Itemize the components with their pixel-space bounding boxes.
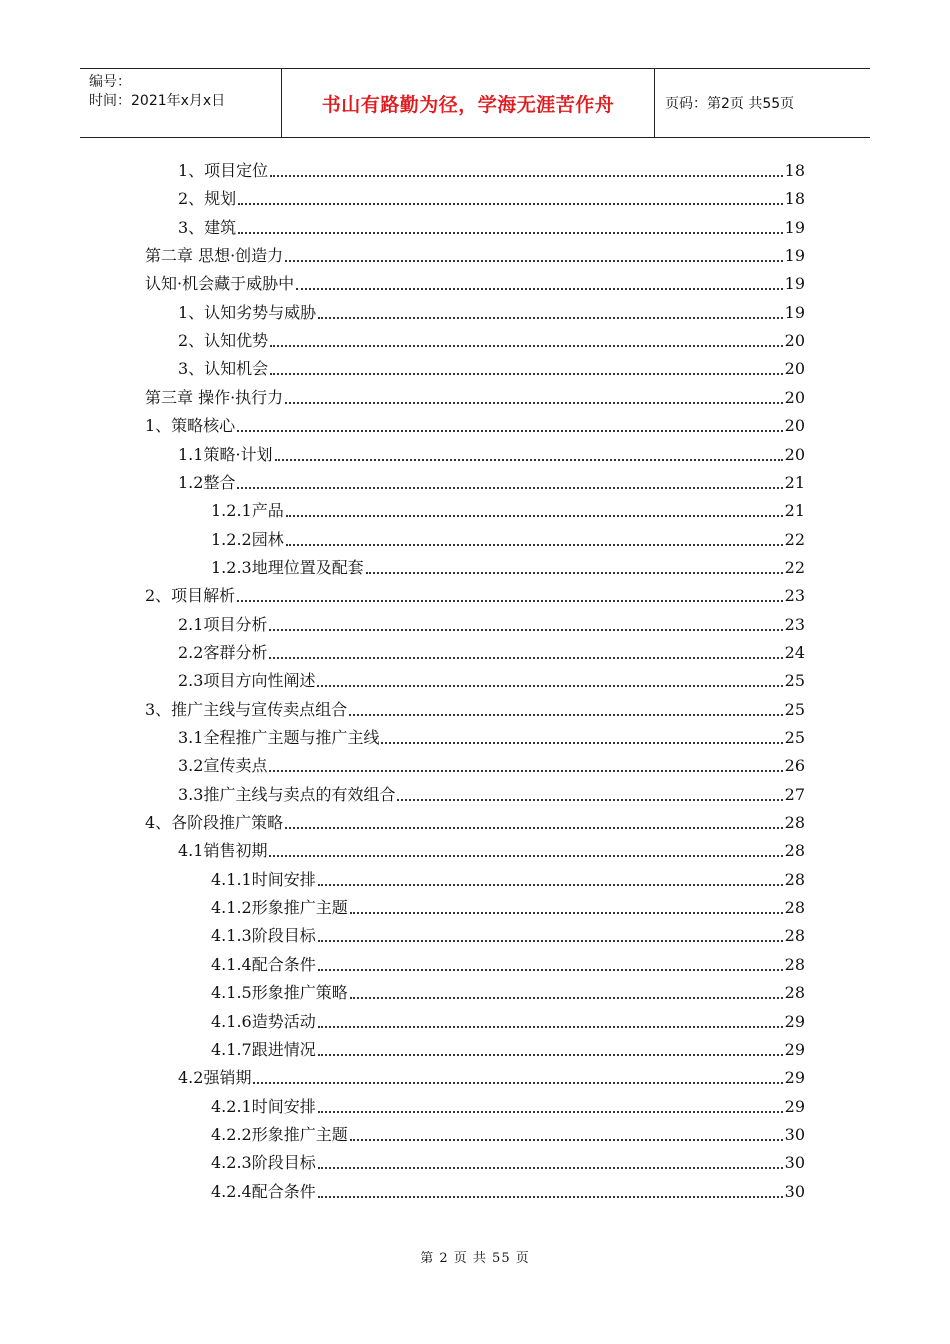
toc-entry[interactable] [178,724,805,748]
toc-entry-title: 3、认知机会 [178,359,269,379]
toc-entry[interactable] [211,1149,805,1173]
toc-leader-dots [318,317,782,319]
toc-entry[interactable] [211,894,805,918]
toc-entry-title: 2、认知优势 [178,331,269,351]
toc-leader-dots [318,969,783,971]
toc-entry-page: 22 [784,557,805,577]
toc-leader-dots [318,1167,783,1169]
toc-entry-title: 4.1.3阶段目标 [211,926,316,946]
number-label: 编号： [89,74,131,90]
toc-leader-dots [366,572,783,574]
toc-leader-dots [350,912,783,914]
toc-entry-page: 28 [784,983,805,1003]
time-label: 时间：2021年x月x日 [89,93,226,109]
toc-entry-title: 4.1.6造势活动 [211,1011,316,1031]
toc-entry[interactable] [178,469,805,493]
header-meta [89,73,225,111]
toc-entry-title: 3.3推广主线与卖点的有效组合 [178,784,396,804]
toc-entry-page: 21 [784,501,805,521]
toc-entry-page: 29 [784,1068,805,1088]
toc-entry-title: 4.1.5形象推广策略 [211,983,348,1003]
toc-leader-dots [318,1054,783,1056]
toc-leader-dots [285,827,782,829]
toc-leader-dots [318,884,783,886]
toc-entry-page: 20 [784,387,805,407]
toc-entry[interactable] [178,639,805,663]
toc-leader-dots [381,742,782,744]
toc-entry-title: 4.2.1时间安排 [211,1096,316,1116]
toc-entry-title: 4.1.2形象推广主题 [211,898,348,918]
toc-entry[interactable] [178,441,805,465]
toc-entry-title: 第三章 操作·执行力 [145,387,284,407]
toc-entry[interactable] [178,781,805,805]
toc-entry-page: 19 [784,246,805,266]
toc-entry-title: 4.1.4配合条件 [211,954,316,974]
toc-entry-title: 4.1.7跟进情况 [211,1039,316,1059]
toc-entry-page: 18 [784,161,805,180]
toc-leader-dots [397,799,782,801]
toc-entry[interactable] [211,554,805,578]
toc-leader-dots [238,203,782,205]
toc-entry[interactable] [145,696,805,720]
toc-leader-dots [317,685,782,687]
toc-leader-dots [285,260,782,262]
toc-leader-dots [253,1082,782,1084]
toc-entry-page: 19 [784,217,805,237]
toc-entry-title: 2、项目解析 [145,586,236,606]
toc-entry-page: 30 [784,1181,805,1201]
toc-entry-page: 28 [784,898,805,918]
toc-entry[interactable] [145,384,805,408]
toc-leader-dots [350,1139,783,1141]
toc-leader-dots [318,1026,783,1028]
toc-entry[interactable] [178,327,805,351]
page-footer: 第 2 页 共 55 页 [420,1251,530,1266]
toc-entry[interactable] [145,270,805,294]
toc-leader-dots [237,487,782,489]
toc-entry[interactable] [178,611,805,635]
toc-entry-title: 4、各阶段推广策略 [145,813,284,833]
toc-entry-page: 29 [784,1039,805,1059]
toc-entry[interactable] [211,526,805,550]
toc-leader-dots [350,997,783,999]
toc-entry[interactable] [211,1178,805,1202]
toc-entry-page: 19 [784,302,805,322]
toc-entry-page: 20 [784,331,805,351]
toc-entry[interactable] [211,951,805,975]
toc-entry-title: 2.3项目方向性阐述 [178,671,316,691]
toc-entry-title: 2.1项目分析 [178,614,268,634]
toc-entry[interactable] [178,299,805,323]
toc-entry[interactable] [211,922,805,946]
toc-entry-page: 30 [784,1124,805,1144]
toc-leader-dots [269,855,782,857]
toc-entry-page: 20 [784,444,805,464]
toc-leader-dots [285,402,782,404]
toc-entry[interactable] [178,667,805,691]
header-page-info: 页码：第2页 共55页 [665,96,795,112]
toc-entry[interactable] [211,497,805,521]
toc-entry[interactable] [178,837,805,861]
toc-entry-title: 4.1.1时间安排 [211,869,316,889]
toc-entry[interactable] [211,1036,805,1060]
toc-entry[interactable] [145,242,805,266]
toc-entry-title: 1、项目定位 [178,161,269,180]
toc-leader-dots [275,459,783,461]
toc-entry-title: 1.2.1产品 [211,501,284,521]
toc-entry-page: 29 [784,1096,805,1116]
toc-leader-dots [318,940,783,942]
toc-entry-page: 21 [784,472,805,492]
toc-entry-page: 24 [784,642,805,662]
toc-leader-dots [270,373,782,375]
toc-entry[interactable] [211,866,805,890]
header-motto: 书山有路勤为径，学海无涯苦作舟 [321,93,615,116]
toc-entry[interactable] [211,979,805,1003]
toc-entry[interactable] [211,1121,805,1145]
toc-entry-page: 29 [784,1011,805,1031]
toc-entry-page: 23 [784,586,805,606]
toc-leader-dots [238,232,782,234]
toc-leader-dots [318,1111,783,1113]
toc-entry-page: 22 [784,529,805,549]
toc-entry[interactable] [178,355,805,379]
toc-entry-page: 19 [784,274,805,294]
toc-entry-title: 3、建筑 [178,217,237,237]
toc-entry[interactable] [145,412,805,436]
toc-entry-title: 3.2宣传卖点 [178,756,268,776]
toc-entry-page: 20 [784,416,805,436]
toc-entry-page: 30 [784,1153,805,1173]
toc-entry-page: 25 [784,728,805,747]
toc-entry-page: 28 [784,869,805,889]
toc-leader-dots [296,288,783,290]
toc-entry[interactable] [178,752,805,776]
toc-entry[interactable] [145,809,805,833]
toc-entry-title: 认知·机会藏于威胁中 [145,274,295,294]
toc-entry-page: 28 [784,954,805,974]
toc-entry[interactable] [178,185,805,209]
toc-leader-dots [286,515,783,517]
toc-entry-page: 20 [784,359,805,379]
toc-entry-title: 1.2整合 [178,472,236,492]
toc-leader-dots [237,430,782,432]
toc-entry[interactable] [178,157,805,181]
toc-entry[interactable] [178,1064,805,1088]
toc-entry-page: 27 [784,784,805,804]
toc-leader-dots [349,714,782,716]
toc-entry-title: 3.1全程推广主题与推广主线 [178,728,380,747]
toc-leader-dots [270,345,782,347]
toc-leader-dots [269,657,782,659]
toc-entry-title: 4.2强销期 [178,1068,252,1088]
toc-leader-dots [237,600,782,602]
toc-entry-title: 1、策略核心 [145,416,236,436]
toc-entry-title: 4.1销售初期 [178,841,268,861]
toc-entry-page: 26 [784,756,805,776]
toc-entry-page: 25 [784,671,805,691]
toc-leader-dots [270,175,782,177]
toc-leader-dots [269,770,782,772]
toc-entry-title: 3、推广主线与宣传卖点组合 [145,699,348,719]
toc-entry[interactable] [211,1093,805,1117]
toc-entry-title: 1.2.2园林 [211,529,284,549]
toc-entry-page: 23 [784,614,805,634]
toc-entry[interactable] [145,582,805,606]
toc-leader-dots [286,544,783,546]
toc-entry-page: 25 [784,699,805,719]
toc-entry-page: 18 [784,189,805,209]
toc-entry-page: 28 [784,841,805,861]
toc-leader-dots [269,629,782,631]
toc-entry-page: 28 [784,926,805,946]
toc-entry-title: 2、规划 [178,189,237,209]
toc-leader-dots [318,1196,783,1198]
toc-entry-title: 1.1策略·计划 [178,444,273,464]
page-header [80,68,870,138]
toc-entry[interactable] [178,214,805,238]
toc-entry-title: 4.2.3阶段目标 [211,1153,316,1173]
toc-entry-page: 28 [784,813,805,833]
toc-entry-title: 4.2.2形象推广主题 [211,1124,348,1144]
toc-entry-title: 1.2.3地理位置及配套 [211,557,364,577]
toc-entry[interactable] [211,1008,805,1032]
toc-entry-title: 2.2客群分析 [178,642,268,662]
toc-entry-title: 第二章 思想·创造力 [145,246,284,266]
toc-entry-title: 4.2.4配合条件 [211,1181,316,1201]
header-divider [654,69,655,137]
toc-entry-title: 1、认知劣势与威胁 [178,302,317,322]
